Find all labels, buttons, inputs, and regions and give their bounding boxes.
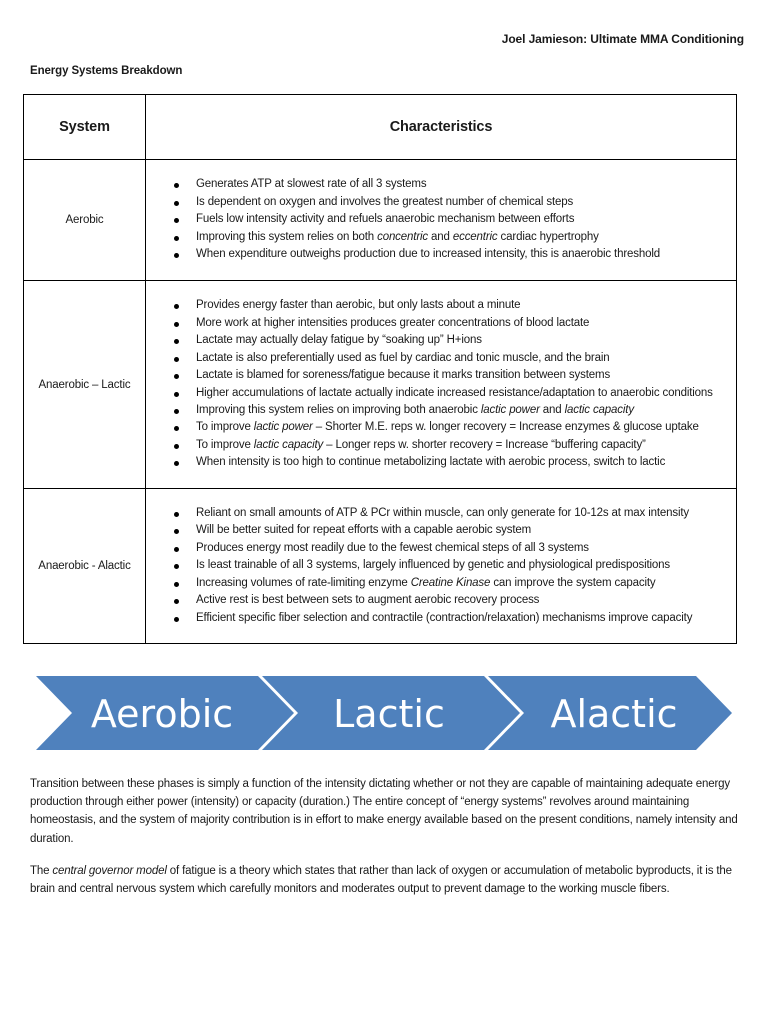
characteristic-item [174, 350, 730, 367]
item-text: Generates ATP at slowest rate of all 3 systems [196, 178, 427, 191]
characteristic-item [174, 557, 730, 574]
item-text: Improving this system relies on improving both anaerobic [196, 403, 481, 416]
item-text: Improving this system relies on both [196, 230, 378, 243]
emphasized-term: Creatine Kinase [410, 576, 491, 589]
characteristics-cell [146, 281, 737, 489]
item-text: Will be better suited for repeat efforts with a capable aerobic system [196, 524, 532, 537]
emphasized-term: concentric [377, 230, 429, 243]
item-text: cardiac hypertrophy [497, 230, 599, 243]
characteristic-item [174, 229, 730, 246]
item-text: To improve [196, 438, 254, 451]
process-label-aerobic: Aerobic [90, 692, 234, 736]
item-text: When intensity is too high to continue metabolizing lactate with aerobic process, switch to lactic [196, 456, 666, 469]
characteristic-item [174, 575, 730, 592]
energy-systems-table [23, 94, 737, 644]
characteristic-item [174, 332, 730, 349]
characteristic-item [174, 385, 730, 402]
item-text: Efficient specific fiber selection and contractile (contraction/relaxation) mechanisms improve capacity [196, 611, 693, 624]
header-system: System [24, 95, 146, 160]
emphasized-term: central governor model [52, 865, 167, 877]
characteristic-item [174, 592, 730, 609]
characteristic-item [174, 505, 730, 522]
table-row [24, 160, 737, 281]
item-text: Produces energy most readily due to the fewest chemical steps of all 3 systems [196, 541, 589, 554]
item-text: and [428, 230, 453, 243]
system-name: Anaerobic - Alactic [24, 489, 146, 644]
item-text: – Longer reps w. shorter recovery = Increase “buffering capacity” [323, 438, 646, 451]
characteristics-list [174, 297, 730, 471]
item-text: Lactate is blamed for soreness/fatigue because it marks transition between systems [196, 369, 611, 382]
document-header-author: Joel Jamieson: Ultimate MMA Conditioning [501, 32, 744, 46]
characteristic-item [174, 454, 730, 471]
emphasized-term: lactic capacity [253, 438, 324, 451]
item-text: Higher accumulations of lactate actually indicate increased resistance/adaptation to anaerobic conditions [196, 386, 713, 399]
emphasized-term: lactic power [253, 421, 313, 434]
characteristic-item [174, 540, 730, 557]
characteristics-cell [146, 160, 737, 281]
characteristic-item [174, 246, 730, 263]
section-title: Energy Systems Breakdown [30, 65, 183, 77]
characteristics-list [174, 176, 730, 263]
table-header-row [24, 95, 737, 160]
characteristic-item [174, 211, 730, 228]
characteristic-item [174, 315, 730, 332]
energy-process-diagram [0, 674, 768, 754]
characteristic-item [174, 176, 730, 193]
central-governor-paragraph [30, 862, 744, 898]
system-name: Aerobic [24, 160, 146, 281]
item-text: More work at higher intensities produces greater concentrations of blood lactate [196, 316, 590, 329]
process-label-lactic: Lactic [333, 692, 445, 736]
emphasized-term: eccentric [452, 230, 498, 243]
process-label-alactic: Alactic [550, 692, 678, 736]
table-row [24, 489, 737, 644]
item-text: Increasing volumes of rate-limiting enzyme [196, 576, 411, 589]
item-text: Is least trainable of all 3 systems, largely influenced by genetic and physiological predispositions [196, 559, 671, 572]
item-text: Fuels low intensity activity and refuels anaerobic mechanism between efforts [196, 213, 575, 226]
characteristics-cell [146, 489, 737, 644]
item-text: When expenditure outweighs production due to increased intensity, this is anaerobic threshold [196, 248, 661, 261]
system-name: Anaerobic – Lactic [24, 281, 146, 489]
characteristic-item [174, 522, 730, 539]
item-text: Reliant on small amounts of ATP & PCr within muscle, can only generate for 10-12s at max intensity [196, 507, 690, 520]
item-text: Lactate may actually delay fatigue by “soaking up” H+ions [196, 334, 482, 347]
item-text: – Shorter M.E. reps w. longer recovery = Increase enzymes & glucose uptake [312, 421, 699, 434]
item-text: Is dependent on oxygen and involves the greatest number of chemical steps [196, 195, 574, 208]
characteristic-item [174, 610, 730, 627]
header-characteristics: Characteristics [146, 95, 737, 160]
characteristic-item [174, 297, 730, 314]
item-text: To improve [196, 421, 254, 434]
item-text: can improve the system capacity [490, 576, 656, 589]
paragraph-text: The [30, 865, 53, 877]
characteristic-item [174, 437, 730, 454]
characteristic-item [174, 419, 730, 436]
paragraph-text: of fatigue is a theory which states that rather than lack of oxygen or accumulation of metabolic byproducts, it is the brain and central nervous system which carefully monitors and moderates output to prevent damage to the working muscle fibers. [30, 865, 732, 896]
characteristic-item [174, 367, 730, 384]
item-text: Lactate is also preferentially used as fuel by cardiac and tonic muscle, and the brain [196, 351, 610, 364]
characteristic-item [174, 194, 730, 211]
transition-paragraph: Transition between these phases is simply a function of the intensity dictating whether or not they are capable of maintaining adequate energy production through either power (intensity) or capacity (duration.) The entire concept of “energy systems” revolves around maintaining homeostasis, and the system of majority contribution is in effort to make energy available based on the present conditions, namely intensity and duration. [30, 778, 738, 845]
item-text: Active rest is best between sets to augment aerobic recovery process [196, 594, 540, 607]
item-text: and [539, 403, 565, 416]
characteristics-list [174, 505, 730, 627]
item-text: Provides energy faster than aerobic, but only lasts about a minute [196, 299, 521, 312]
characteristic-item [174, 402, 730, 419]
emphasized-term: lactic power [480, 403, 540, 416]
table-row [24, 281, 737, 489]
emphasized-term: lactic capacity [564, 403, 634, 416]
